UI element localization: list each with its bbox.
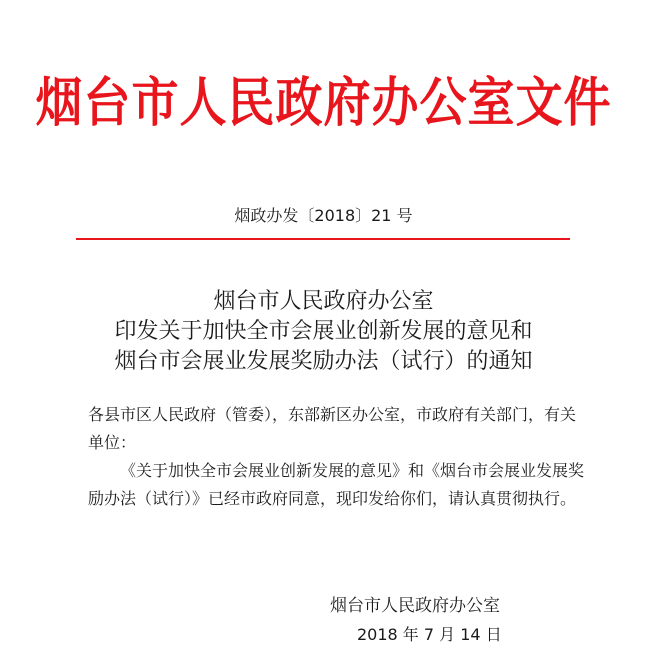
notice-title-line-2: 印发关于加快全市会展业创新发展的意见和 bbox=[114, 319, 533, 344]
document-number: 烟政办发〔2018〕21 号 bbox=[234, 206, 413, 225]
notice-title bbox=[0, 287, 647, 377]
notice-body bbox=[88, 401, 588, 513]
notice-title-line-1: 烟台市人民政府办公室 bbox=[213, 289, 434, 314]
signature-date: 2018 年 7 月 14 日 bbox=[357, 625, 502, 644]
notice-title-line-3: 烟台市会展业发展奖励办法（试行）的通知 bbox=[114, 349, 533, 374]
salutation: 各县市区人民政府（管委），东部新区办公室，市政府有关部门，有关单位： bbox=[88, 405, 577, 452]
document-header-title: 烟台市人民政府办公室文件 bbox=[35, 72, 612, 134]
body-paragraph: 《关于加快全市会展业创新发展的意见》和《烟台市会展业发展奖励办法（试行）》已经市政府同意，现印发给你们，请认真贯彻执行。 bbox=[88, 461, 585, 508]
signature-organization: 烟台市人民政府办公室 bbox=[330, 596, 500, 616]
red-divider-line bbox=[76, 238, 570, 240]
